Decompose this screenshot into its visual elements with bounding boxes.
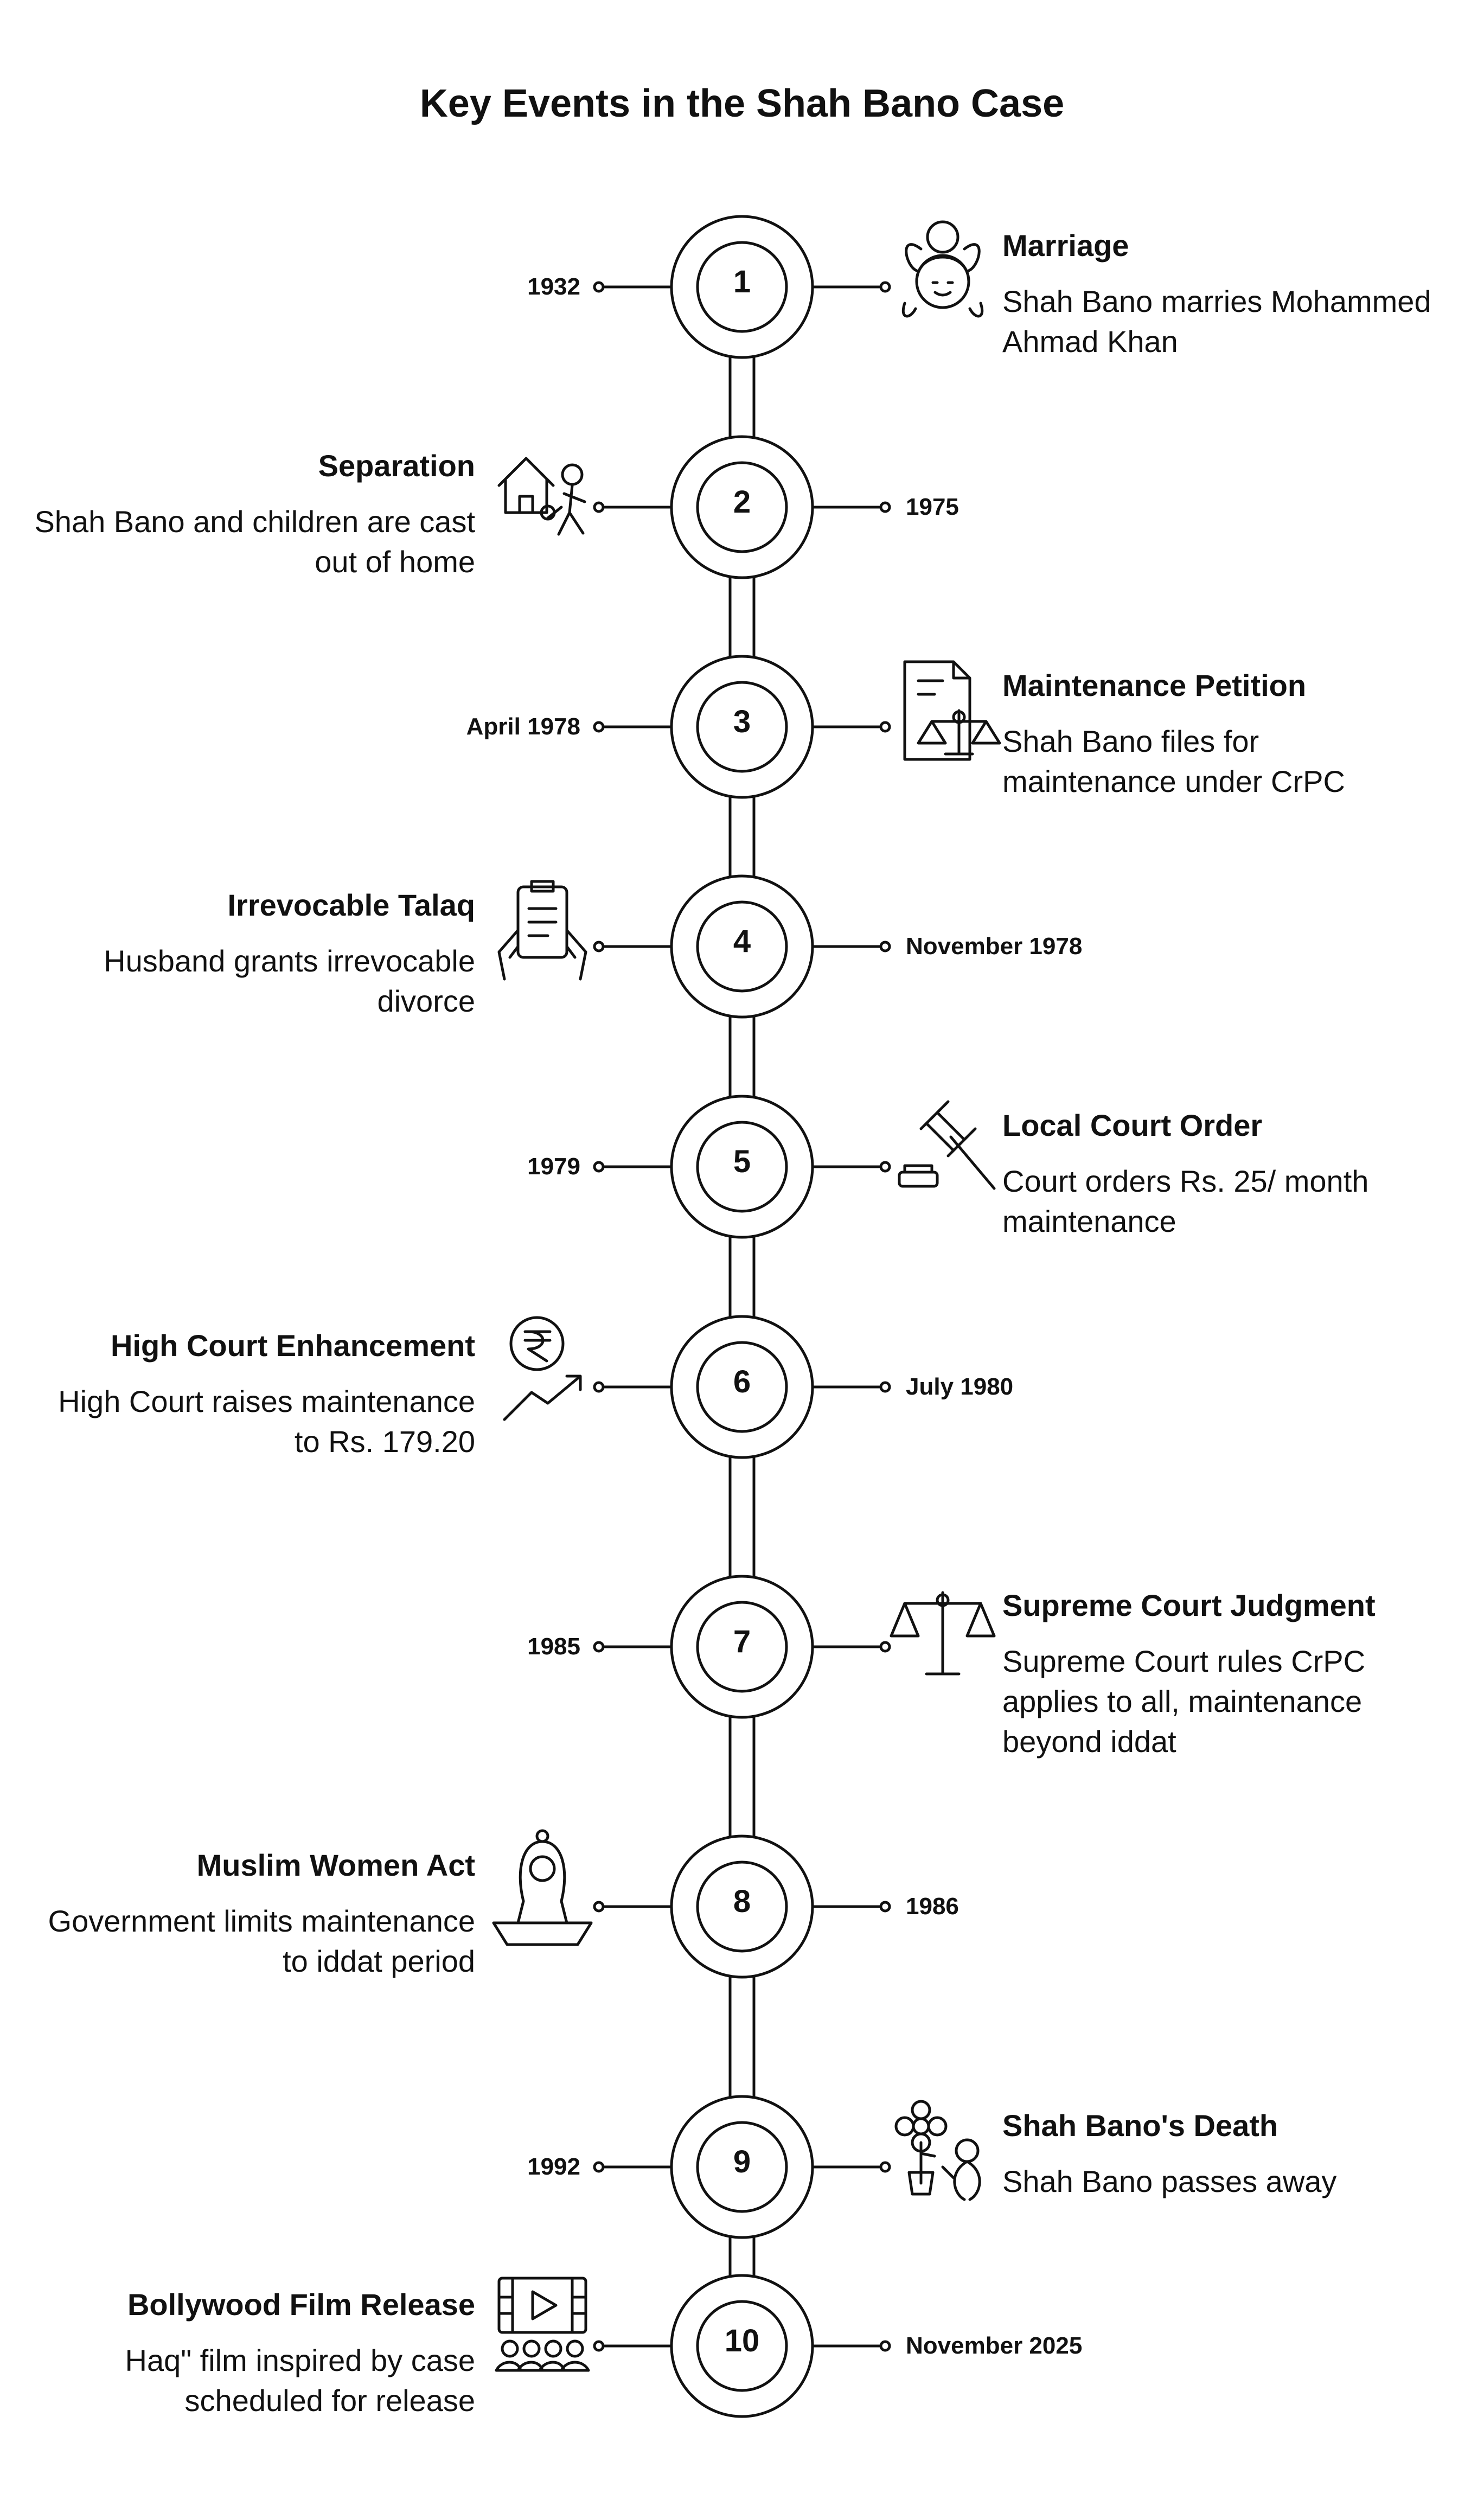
connector-dot-right: [881, 723, 890, 731]
connector-dot-right: [881, 1162, 890, 1171]
connector-dot-left: [594, 2342, 603, 2350]
house-family-leaving-icon: [499, 458, 585, 534]
event-number: 4: [733, 924, 751, 959]
rupee-rising-arrow-icon: [504, 1318, 580, 1420]
event-description: Husband grants irrevocable divorce: [104, 944, 475, 1018]
event-date: 1986: [906, 1893, 959, 1920]
gavel-icon: [899, 1102, 994, 1188]
connector-dot-right: [881, 2163, 890, 2171]
event-title: Marriage: [1002, 228, 1129, 263]
event-title: Local Court Order: [1002, 1108, 1263, 1142]
event-date: July 1980: [906, 1373, 1014, 1400]
event-number: 9: [733, 2144, 751, 2179]
connector-dot-left: [594, 283, 603, 291]
event-description: Haq" film inspired by case scheduled for release: [125, 2343, 475, 2418]
event-title: Shah Bano's Death: [1002, 2108, 1278, 2143]
connector-dot-left: [594, 1642, 603, 1651]
event-title: High Court Enhancement: [110, 1328, 475, 1363]
connector-dot-left: [594, 1162, 603, 1171]
connector-dot-left: [594, 503, 603, 512]
connector-dot-right: [881, 503, 890, 512]
event-title: Supreme Court Judgment: [1002, 1588, 1376, 1622]
event-date: 1992: [527, 2153, 580, 2180]
event-date: 1975: [906, 494, 959, 520]
event-number: 2: [733, 484, 751, 520]
event-date: 1979: [527, 1153, 580, 1180]
connector-dot-left: [594, 723, 603, 731]
diagram-title: Key Events in the Shah Bano Case: [419, 82, 1065, 125]
event-number: 8: [733, 1884, 751, 1919]
event-description: Shah Bano files for maintenance under CrPC: [1002, 724, 1345, 798]
event-date: 1985: [527, 1633, 580, 1660]
connector-dot-left: [594, 2163, 603, 2171]
event-number: 5: [733, 1144, 751, 1179]
event-description: Supreme Court rules CrPC applies to all, maintenance beyond iddat: [1002, 1644, 1366, 1759]
event-date: 1932: [527, 273, 580, 300]
event-number: 10: [724, 2323, 760, 2358]
event-description: Shah Bano and children are cast out of home: [34, 504, 475, 579]
event-title: Separation: [318, 449, 475, 483]
connector-dot-left: [594, 942, 603, 951]
event-description: Shah Bano passes away: [1002, 2164, 1337, 2198]
connector-dot-right: [881, 1383, 890, 1391]
connector-dot-right: [881, 283, 890, 291]
event-date: November 2025: [906, 2332, 1083, 2359]
event-title: Irrevocable Talaq: [227, 888, 475, 922]
hands-holding-document-icon: [499, 881, 586, 979]
veiled-woman-icon: [494, 1831, 591, 1945]
connector-dot-left: [594, 1383, 603, 1391]
event-number: 6: [733, 1364, 751, 1399]
connector-dot-right: [881, 2342, 890, 2350]
scales-of-justice-icon: [891, 1593, 994, 1674]
event-date: April 1978: [466, 713, 580, 740]
legal-document-scales-icon: [905, 662, 1000, 759]
event-description: Government limits maintenance to iddat period: [48, 1904, 475, 1978]
event-number: 1: [733, 264, 751, 299]
event-title: Muslim Women Act: [196, 1848, 475, 1882]
event-number: 7: [733, 1624, 751, 1659]
event-title: Bollywood Film Release: [127, 2287, 475, 2322]
flower-mourning-icon: [896, 2101, 980, 2200]
connector-dot-left: [594, 1902, 603, 1911]
timeline-nodes: [594, 216, 890, 2416]
connector-dot-right: [881, 1902, 890, 1911]
event-date: November 1978: [906, 933, 1083, 960]
event-description: Court orders Rs. 25/ month maintenance: [1002, 1164, 1369, 1238]
event-description: High Court raises maintenance to Rs. 179.20: [58, 1384, 475, 1459]
film-audience-icon: [496, 2278, 589, 2370]
connector-dot-right: [881, 942, 890, 951]
bride-icon: [903, 222, 982, 316]
event-title: Maintenance Petition: [1002, 668, 1307, 702]
connector-dot-right: [881, 1642, 890, 1651]
event-number: 3: [733, 704, 751, 739]
event-description: Shah Bano marries Mohammed Ahmad Khan: [1002, 284, 1431, 359]
